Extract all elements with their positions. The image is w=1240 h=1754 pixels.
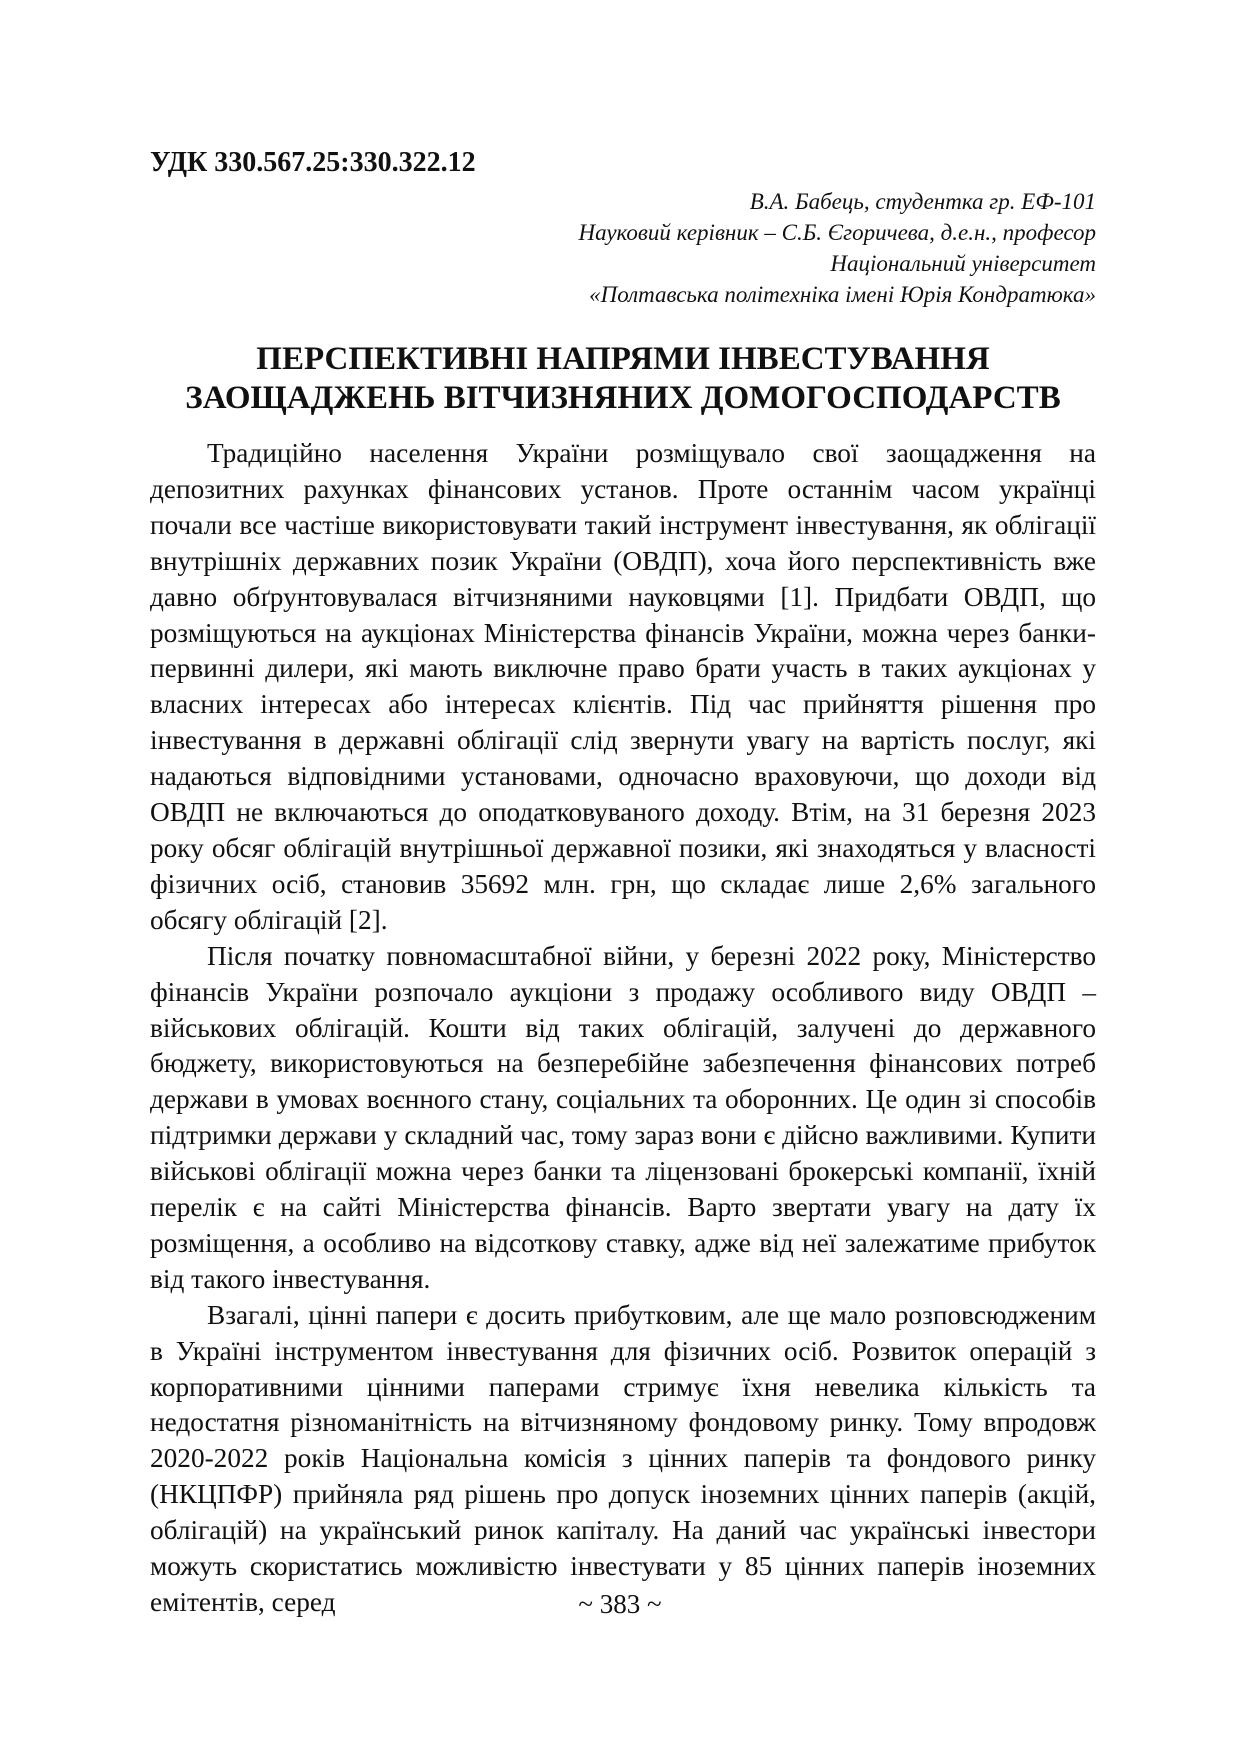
page-number: ~ 383 ~ xyxy=(578,1589,662,1619)
university-line-1: Національний університет xyxy=(830,251,1096,276)
author-name: В.А. Бабець, студентка гр. ЕФ-101 xyxy=(749,189,1096,214)
page-content xyxy=(150,146,1096,1621)
paper-title-line-1: ПЕРСПЕКТИВНІ НАПРЯМИ ІНВЕСТУВАННЯ xyxy=(256,341,990,377)
paper-title-line-2: ЗАОЩАДЖЕНЬ ВІТЧИЗНЯНИХ ДОМОГОСПОДАРСТВ xyxy=(185,380,1061,416)
paragraph: Традиційно населення України розміщувало свої заощадження на депозитних рахунках фінансових установ. Проте останнім часом українці почали все частіше використовувати такий інструмент інвестування, як облігації внутрішніх державних позик України (ОВДП), хоча його перспективність вже давно обґрунтовувалася вітчизняними науковцями [1]. Придбати ОВДП, що розміщуються на аукціонах Міністерства фінансів України, можна через банки-первинні дилери, які мають виключне право брати участь в таких аукціонах у власних інтересах або інтересах клієнтів. Під час прийняття рішення про інвестування в державні облігації слід звернути увагу на вартість послуг, які надаються відповідними установами, одночасно враховуючи, що доходи від ОВДП не включаються до оподатковуваного доходу. Втім, на 31 березня 2023 року обсяг облігацій внутрішньої державної позики, які знаходяться у власності фізичних осіб, становив 35692 млн. грн, що складає лише 2,6% загального обсягу облігацій [2]. xyxy=(150,438,1096,935)
paragraph: Після початку повномасштабної війни, у березні 2022 року, Міністерство фінансів України розпочало аукціони з продажу особливого виду ОВДП – військових облігацій. Кошти від таких облігацій, залучені до державного бюджету, використовуються на безперебійне забезпечення фінансових потреб держави в умовах воєнного стану, соціальних та оборонних. Це один зі способів підтримки держави у складний час, тому зараз вони є дійсно важливими. Купити військові облігації можна через банки та ліцензовані брокерські компанії, їхній перелік є на сайті Міністерства фінансів. Варто звертати увагу на дату їх розміщення, а особливо на відсоткову ставку, адже від неї залежатиме прибуток від такого інвестування. xyxy=(150,940,1096,1294)
scientific-supervisor: Науковий керівник – С.Б. Єгоричева, д.е.н., професор xyxy=(578,220,1096,245)
paper-title xyxy=(150,340,1096,418)
author-block xyxy=(150,186,1096,310)
udk-code: УДК 330.567.25:330.322.12 xyxy=(150,147,476,178)
body-text xyxy=(150,436,1096,1621)
paragraph: Взагалі, цінні папери є досить прибутковим, але ще мало розповсюдженим в Україні інструментом інвестування для фізичних осіб. Розвиток операцій з корпоративними цінними паперами стримує їхня невелика кількість та недостатня різноманітність на вітчизняному фондовому ринку. Тому впродовж 2020-2022 років Національна комісія з цінних паперів та фондового ринку (НКЦПФР) прийняла ряд рішень про допуск іноземних цінних паперів (акцій, облігацій) на український ринок капіталу. На даний час українські інвестори можуть скористатись можливістю інвестувати у 85 цінних паперів іноземних емітентів, серед xyxy=(150,1299,1096,1617)
university-line-2: «Полтавська політехніка імені Юрія Кондратюка» xyxy=(589,282,1096,307)
